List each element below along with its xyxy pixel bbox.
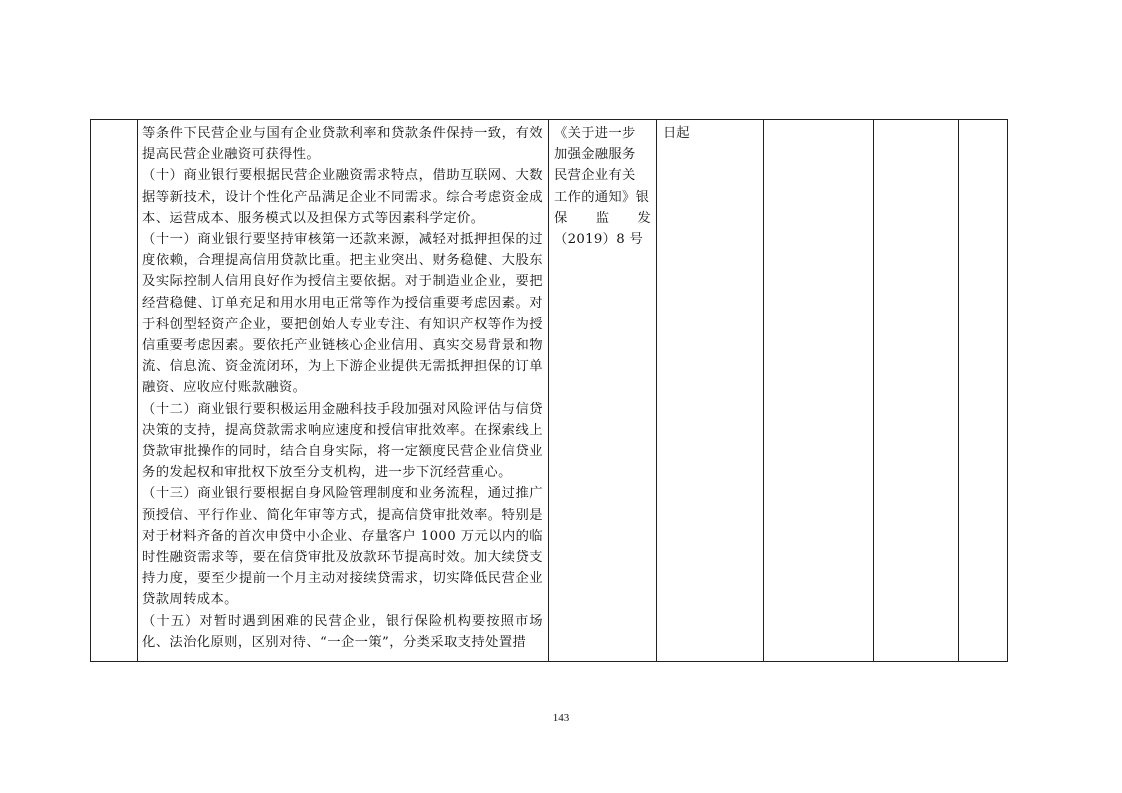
basis-line: （2019）8 号 — [554, 232, 644, 248]
basis-line — [554, 208, 651, 229]
content-cell — [138, 120, 549, 662]
basis-line: 《关于进一步 — [554, 126, 636, 141]
table-row — [91, 120, 1008, 662]
index-cell — [91, 120, 138, 662]
basis-line: 民营企业有关 — [554, 168, 636, 184]
content-paragraph: （十一）商业银行要坚持审核第一还款来源，减轻对抵押担保的过度依赖，合理提高信用贷款比重。把主业突出、财务稳健、大股东及实际控制人信用良好作为授信主要依据。对于制造业企业，要把经营稳健、订单充足和用水用电正常等作为授信重要考虑因素。对于科创型轻资产企业，要把创始人专业专注、有知识产权等作为授信重要考虑因素。要依托产业链核心企业信用、真实交易背景和物流、信息流、资金流闭环，为上下游企业提供无需抵押担保的订单融资、应收应付账款融资。 — [142, 232, 543, 396]
empty-cell — [874, 120, 959, 662]
content-paragraph: （十三）商业银行要根据自身风险管理制度和业务流程，通过推广预授信、平行作业、简化年审等方式，提高信贷审批效率。特别是对于材料齐备的首次申贷中小企业、存量客户 1000 万元以内的临时性融资需求等，要在信贷审批及放款环节提高时效。加大续贷支持力度，要至少提前一个月主动对接续贷需求，切实降低民营企业贷款周转成本。 — [142, 486, 543, 608]
basis-cell — [549, 120, 657, 662]
regulation-table — [90, 119, 1008, 662]
effective-date-text: 日起 — [663, 126, 690, 141]
empty-cell — [764, 120, 874, 662]
basis-line: 加强金融服务 — [554, 147, 636, 163]
content-paragraph: （十）商业银行要根据民营企业融资需求特点，借助互联网、大数据等新技术，设计个性化产品满足企业不同需求。综合考虑资金成本、运营成本、服务模式以及担保方式等因素科学定价。 — [142, 168, 543, 226]
empty-cell — [959, 120, 1008, 662]
basis-char: 监 — [595, 210, 610, 226]
content-paragraph: 等条件下民营企业与国有企业贷款利率和贷款条件保持一致，有效提高民营企业融资可获得性。 — [142, 126, 543, 163]
content-paragraph: （十二）商业银行要积极运用金融科技手段加强对风险评估与信贷决策的支持，提高贷款需求响应速度和授信审批效率。在探索线上贷款审批操作的同时，结合自身实际，将一定额度民营企业信贷业务的发起权和审批权下放至分支机构，进一步下沉经营重心。 — [142, 401, 543, 481]
effective-date-cell — [657, 120, 764, 662]
page-number: 143 — [552, 712, 570, 724]
basis-char: 保 — [554, 210, 568, 226]
content-paragraph: （十五）对暂时遇到困难的民营企业，银行保险机构要按照市场化、法治化原则，区别对待、“一企一策”，分类采取支持处置措 — [142, 613, 543, 650]
basis-line: 工作的通知》银 — [554, 189, 650, 205]
basis-char: 发 — [637, 210, 651, 226]
